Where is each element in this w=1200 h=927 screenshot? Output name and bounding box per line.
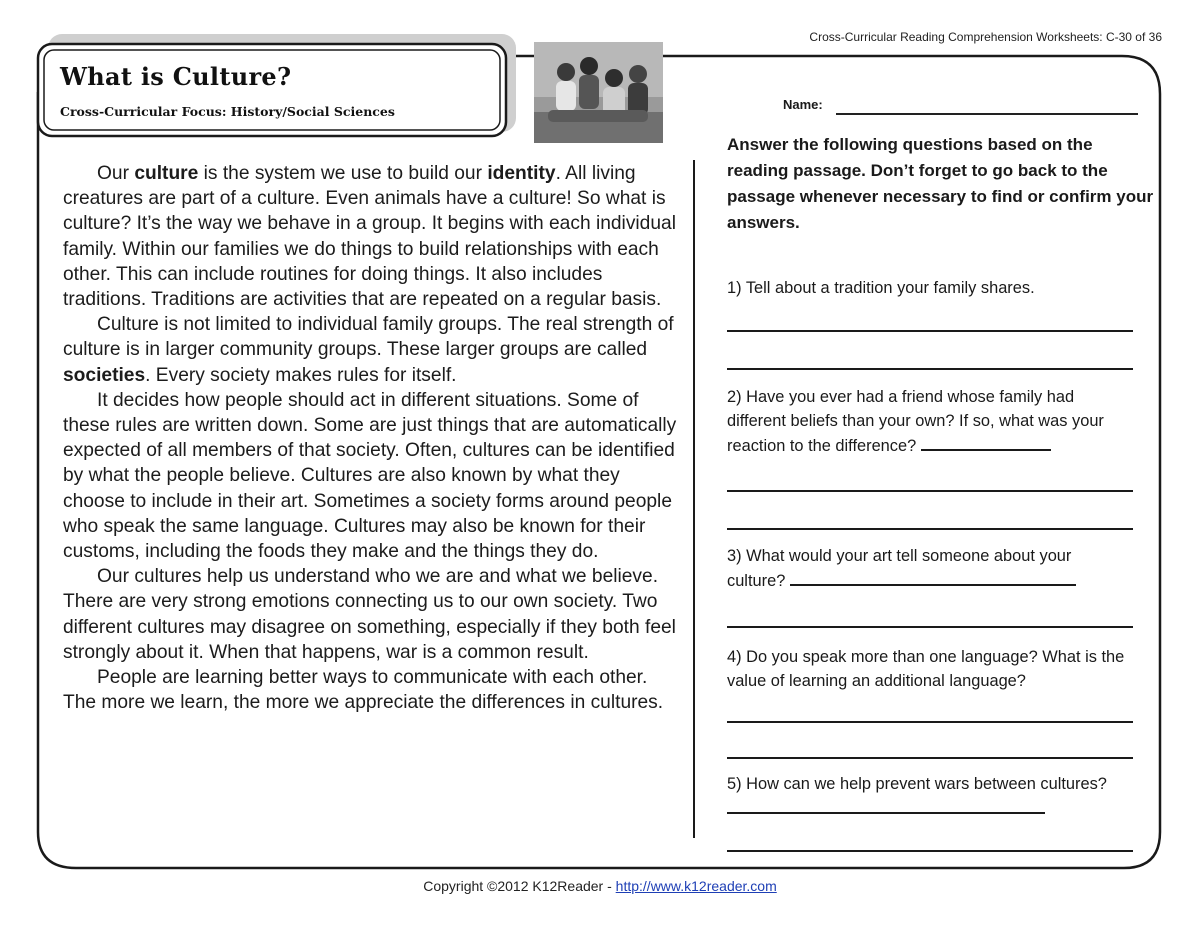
answer-line[interactable] [921, 433, 1051, 451]
reading-passage [63, 161, 683, 715]
passage-paragraph: Our cultures help us understand who we are and what we believe. There are very strong emotions connecting us to our own society. Two different cultures may disagree on something, especially if they both feel strongly about it. When that happens, war is a common result. [63, 566, 676, 663]
name-field[interactable] [836, 113, 1138, 115]
k12reader-link[interactable]: http://www.k12reader.com [615, 878, 777, 894]
answer-line[interactable] [727, 796, 1045, 814]
answer-line[interactable] [790, 568, 1076, 586]
answer-line[interactable] [727, 850, 1133, 852]
passage-paragraph: It decides how people should act in different situations. Some of these rules are written down. Some are just things that are automatically expected of all members of that society. Often, cultures can be identified by what the people believe. Cultures are also known by what they choose to include in their art. Sometimes a society forms around people who speak the same language. Cultures may also be known for their customs, including the foods they make and the things they do. [63, 389, 677, 563]
worksheet-series-label: Cross-Curricular Reading Comprehension Worksheets: C-30 of 36 [809, 30, 1162, 44]
passage-paragraph: Our culture is the system we use to build our identity. All living creatures are part of a culture. Even animals have a culture! So what is culture? It’s the way we behave in a group. It begins with each individual family. Within our families we do things to build relationships with each other. This can include routines for doing things. It also includes traditions. Traditions are activities that are repeated on a regular basis. [63, 163, 676, 311]
answer-line[interactable] [727, 490, 1133, 492]
answer-line[interactable] [727, 368, 1133, 370]
column-divider [693, 160, 695, 838]
answer-line[interactable] [727, 626, 1133, 628]
copyright-text: Copyright ©2012 K12Reader - [423, 878, 616, 894]
page-title: What is Culture? [60, 62, 292, 91]
question-3: 3) What would your art tell someone about your culture? [727, 544, 1097, 593]
instructions: Answer the following questions based on the reading passage. Don’t forget to go back to the passage whenever necessary to find or confirm your answers. [727, 135, 1154, 232]
family-photo-icon [534, 42, 663, 143]
answer-line[interactable] [727, 721, 1133, 723]
answer-line[interactable] [727, 330, 1133, 332]
question-5: 5) How can we help prevent wars between cultures? [727, 772, 1107, 821]
name-label: Name: [783, 97, 823, 112]
footer [0, 878, 1200, 894]
question-1: 1) Tell about a tradition your family shares. [727, 279, 1035, 297]
cross-curricular-focus: Cross-Curricular Focus: History/Social Sciences [60, 104, 395, 119]
passage-paragraph: Culture is not limited to individual family groups. The real strength of culture is in larger community groups. These larger groups are called societies. Every society makes rules for itself. [63, 314, 674, 386]
answer-line[interactable] [727, 757, 1133, 759]
question-4: 4) Do you speak more than one language? What is the value of learning an additional language? [727, 648, 1125, 690]
question-2: 2) Have you ever had a friend whose family had different beliefs than your own? If so, what was your reaction to the difference? [727, 388, 1104, 455]
passage-paragraph: People are learning better ways to communicate with each other. The more we learn, the more we appreciate the differences in cultures. [63, 667, 664, 714]
answer-line[interactable] [727, 528, 1133, 530]
